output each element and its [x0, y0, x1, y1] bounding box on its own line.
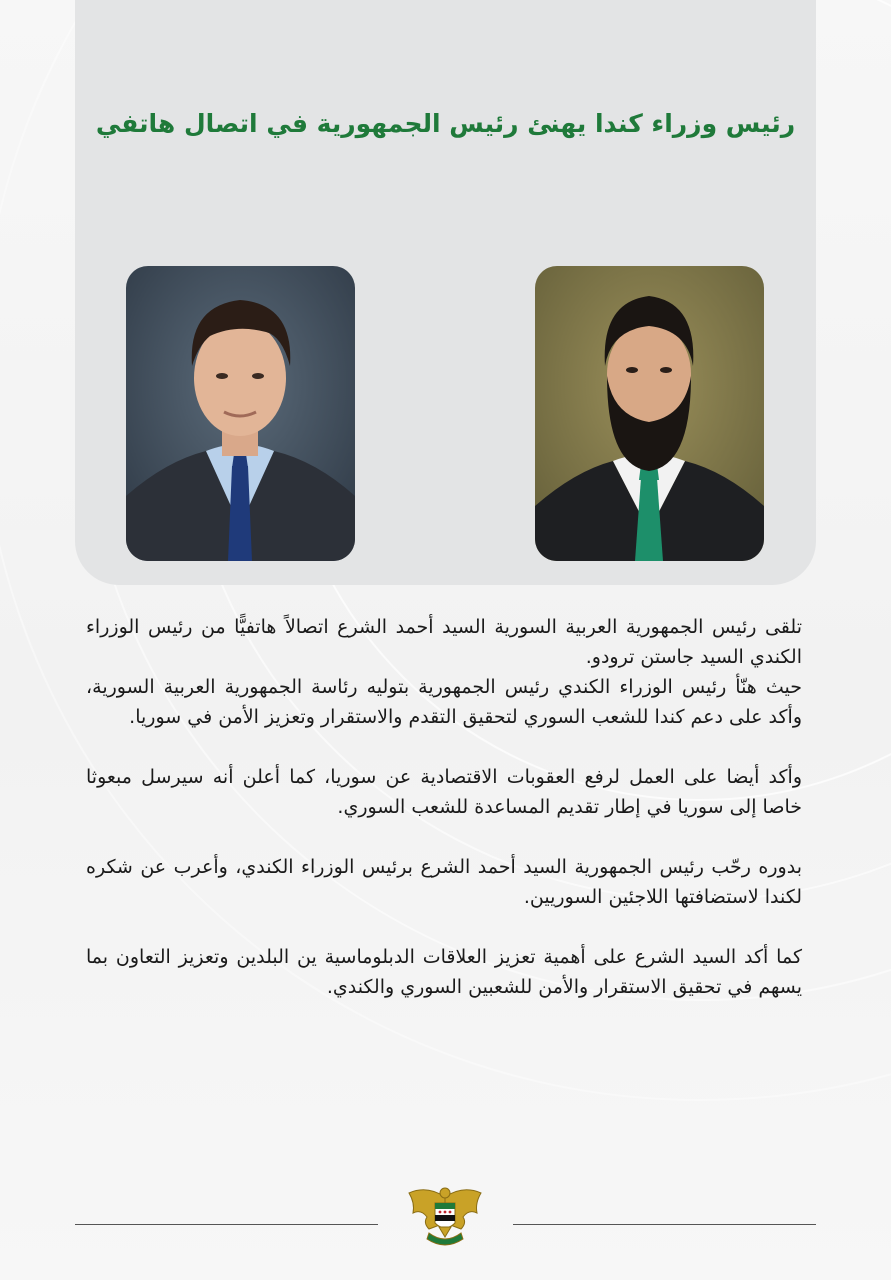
page-title: رئيس وزراء كندا يهنئ رئيس الجمهورية في اتصال هاتفي: [95, 109, 796, 138]
portrait-photo-icon: [126, 266, 355, 561]
paragraph-congratulations: حيث هنّأ رئيس الوزراء الكندي رئيس الجمهورية بتوليه رئاسة الجمهورية العربية السورية، وأكد على دعم كندا للشعب السوري لتحقيق التقدم والاستقرار وتعزيز الأمن في سوريا.: [86, 676, 802, 728]
portrait-left: [126, 266, 355, 561]
paragraph-sanctions: وأكد أيضا على العمل لرفع العقوبات الاقتصادية عن سوريا، كما أعلن أنه سيرسل مبعوثا خاصا إلى سوريا في إطار تقديم المساعدة للشعب السوري.: [86, 766, 802, 818]
portrait-photo-icon: [535, 266, 764, 561]
footer-divider-left: [75, 1224, 378, 1225]
portrait-right: [535, 266, 764, 561]
paragraph-welcome: بدوره رحّب رئيس الجمهورية السيد أحمد الشرع برئيس الوزراء الكندي، وأعرب عن شكره لكندا لاستضافتها اللاجئين السوريين.: [86, 856, 802, 908]
syrian-eagle-emblem-icon: [405, 1183, 485, 1251]
paragraph-relations: كما أكد السيد الشرع على أهمية تعزيز العلاقات الدبلوماسية ين البلدين وتعزيز التعاون بما يسهم في تحقيق الاستقرار والأمن للشعبين السوري والكندي.: [86, 946, 802, 998]
footer-divider-right: [513, 1224, 816, 1225]
article-body: [86, 612, 802, 1032]
paragraph-intro: تلقى رئيس الجمهورية العربية السورية السيد أحمد الشرع اتصالاً هاتفيًّا من رئيس الوزراء الكندي السيد جاستن ترودو.: [86, 616, 802, 668]
